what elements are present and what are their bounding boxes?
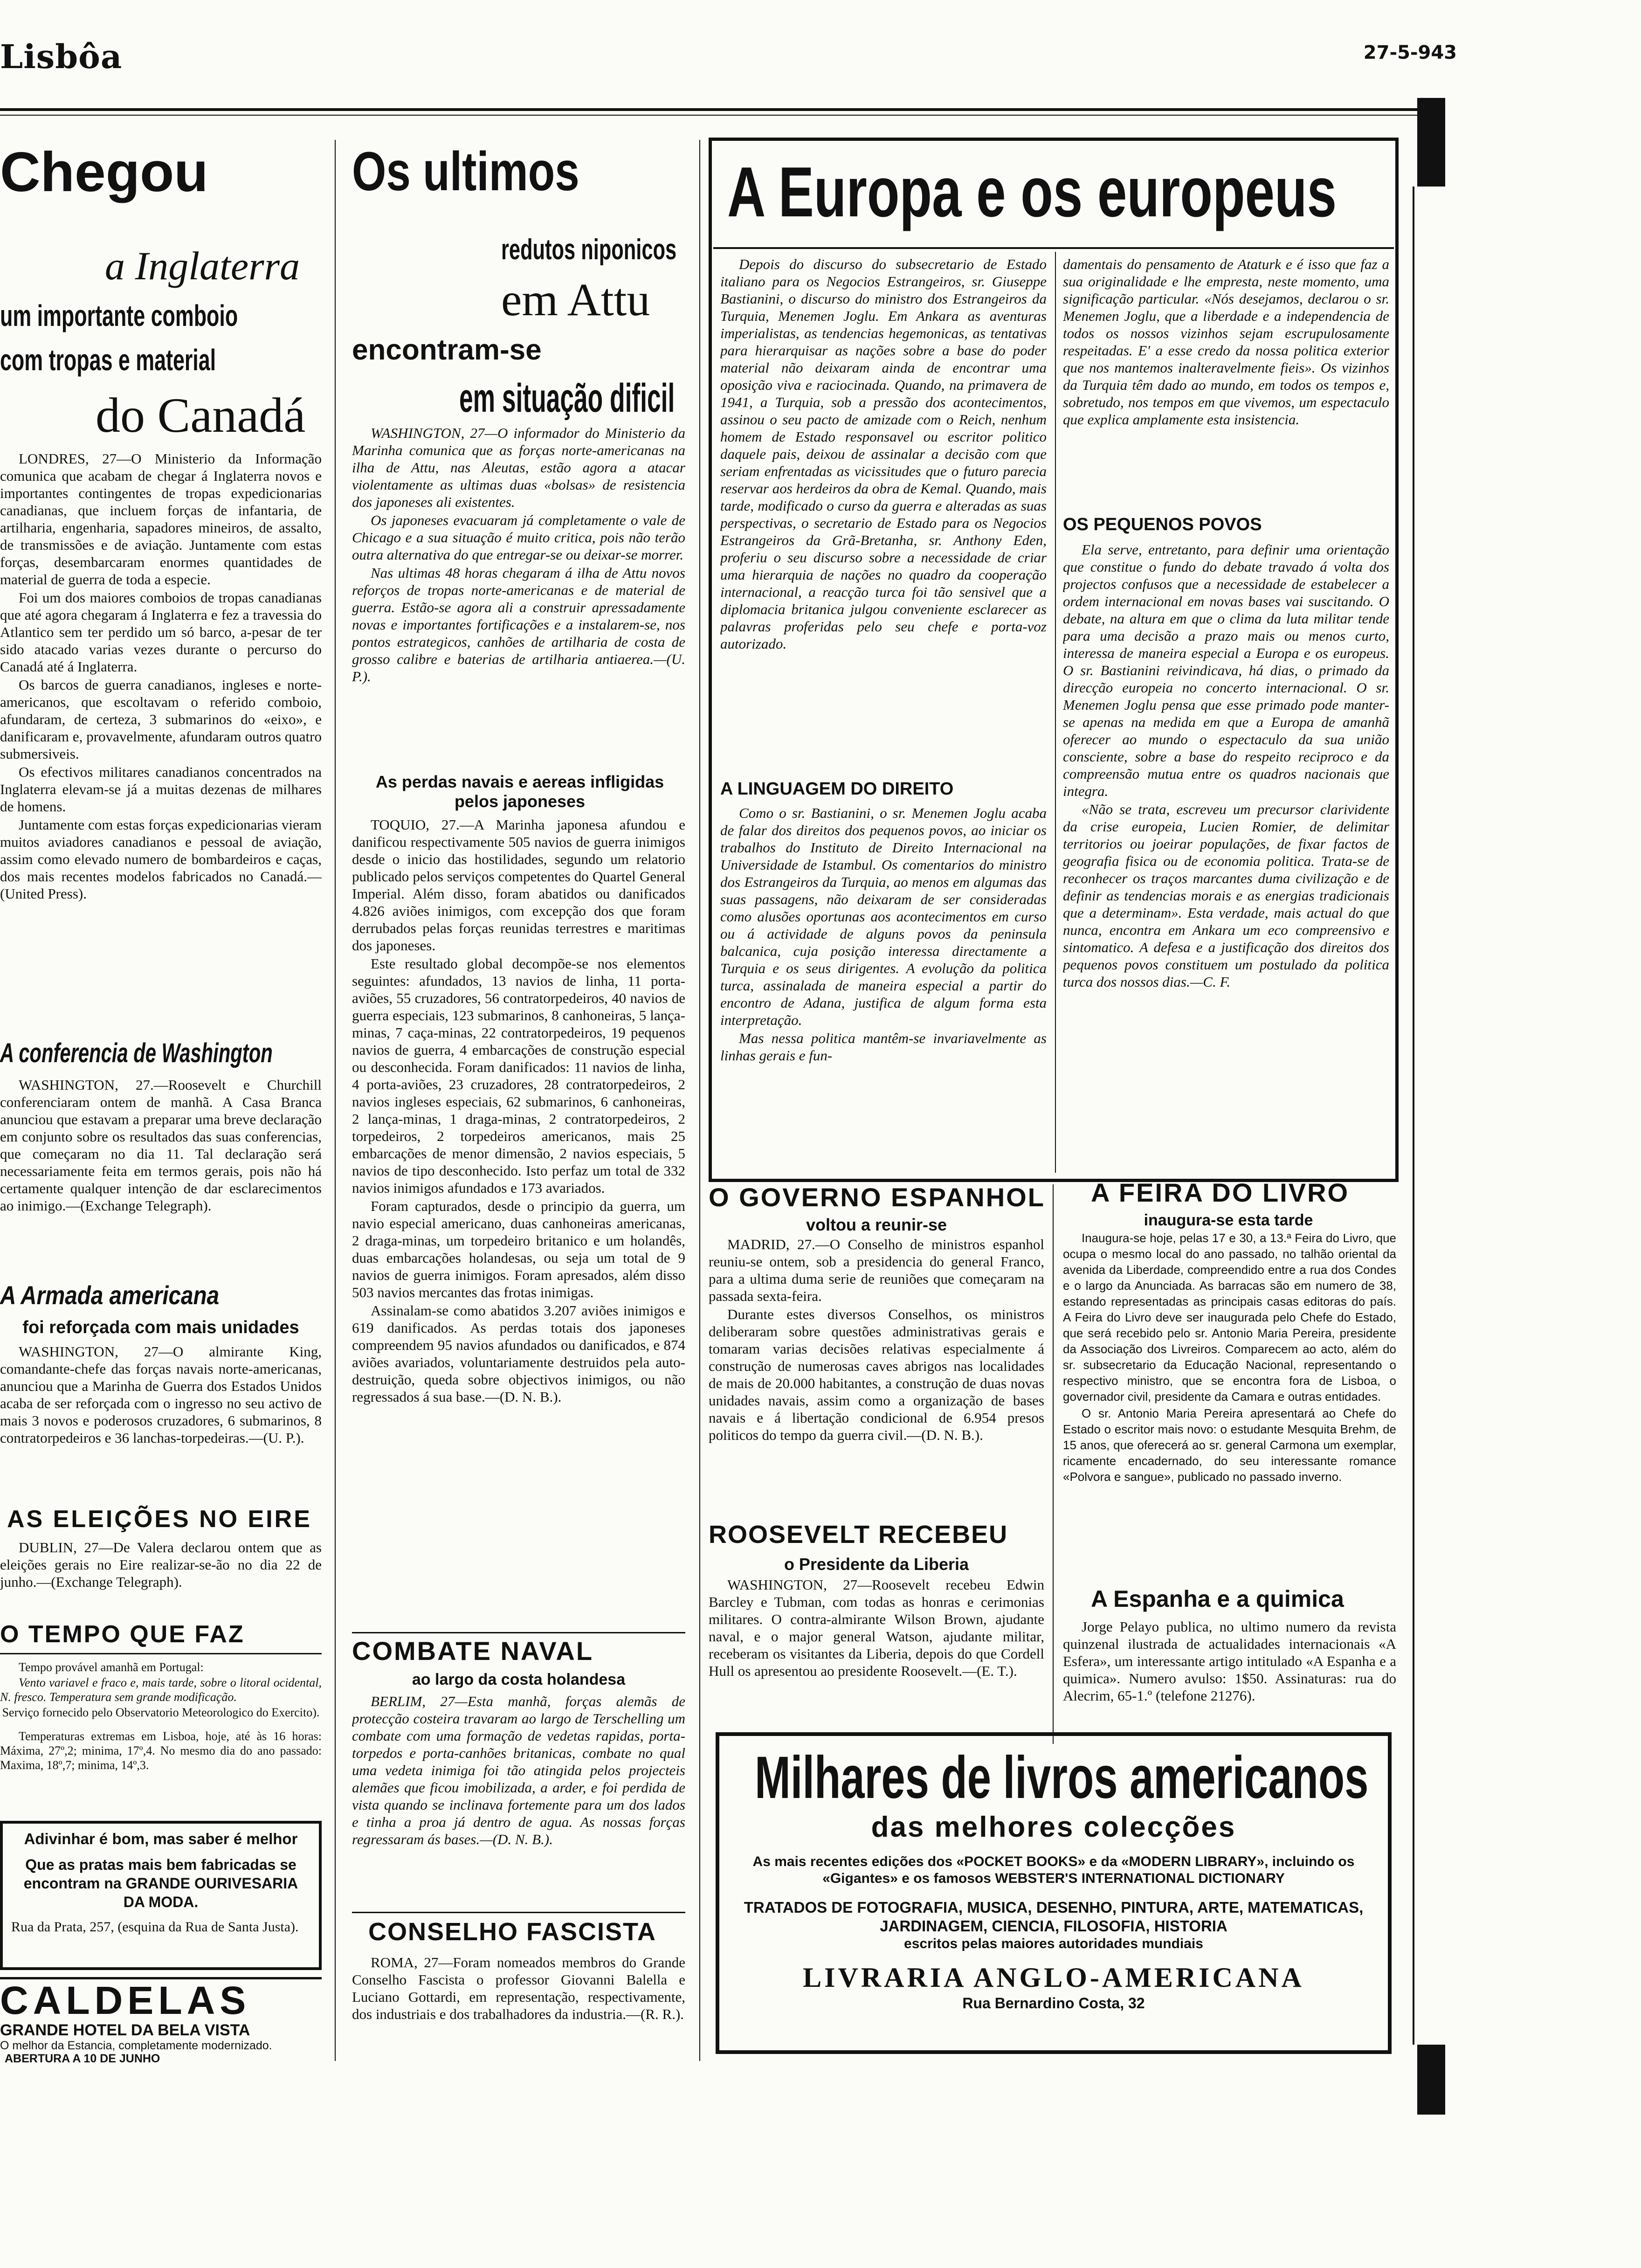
eleicoes-body <box>0 1539 322 1609</box>
conselho-paragraph: ROMA, 27—Foram nomeados membros do Grande Conselho Fascista o professor Giovanni Balella e Luciano Gottardi, em representação, respectivamente, dos industriais e dos trabalhadores da industria.—(R. R.). <box>352 1954 685 2022</box>
col-divider <box>699 140 700 2061</box>
caldelas-line1: GRANDE HOTEL DA BELA VISTA <box>0 2021 250 2039</box>
right-bar-bottom <box>1417 2045 1445 2115</box>
livros-line1: As mais recentes edições dos «POCKET BOOKS» e da «MODERN LIBRARY», incluindo os «Gigantes» e os famosos WEBSTER'S INTERNATIONAL DICTIONARY <box>752 1854 1355 1886</box>
livros-store: LIVRARIA ANGLO-AMERICANA <box>803 1962 1304 1993</box>
livros-line3: escritos pelas maiores autoridades mundiais <box>904 1936 1203 1951</box>
quimica-paragraph: Jorge Pelayo publica, no ultimo numero da revista quinzenal ilustrada de actualidades internacionais «A Esfera», um interessante artigo intitulado «A Espanha e a quimica». Numero avulso: 1$50. Assinaturas: rua do Alecrim, 65-1.º (telefone 21276). <box>1063 1618 1396 1704</box>
chegou-paragraph: Os efectivos militares canadianos concentrados na Inglaterra elevam-se já a muitas dezenas de milhares de homens. <box>0 764 322 815</box>
combate-rule <box>352 1632 685 1633</box>
chegou-paragraph: Os barcos de guerra canadianos, ingleses e norte-americanos, que escoltavam o referido comboio, afundaram, de certeza, 3 submarinos do «eixo», e danificaram e, provavelmente, afundaram outros quatro submersiveis. <box>0 677 322 762</box>
tempo-body <box>0 1660 322 1814</box>
caldelas-line2: O melhor da Estancia, completamente modernizado. <box>0 2039 272 2052</box>
europa-paragraph: Como o sr. Bastianini, o sr. Menemen Joglu acaba de falar dos direitos dos pequenos povos, ao iniciar os trabalhos do Instituto de Direito Internacional na Universidade de Istambul. Os comentarios do ministro dos Estrangeiros da Turquia, ao menos em algumas das suas passagens, não deixaram de ser consideradas como alusões oportunas aos acontecimentos em curso ou á actividade de alguns povos da peninsula balcanica, cuja posição interessa directamente a Turquia e os seus dirigentes. A evolução da politica turca, assinalada de maneira especial a partir do encontro de Adana, justifica de algum forma esta interpretação. <box>720 805 1047 1028</box>
governo-body <box>709 1236 1044 1511</box>
tempo-line: Tempo provável amanhã em Portugal: <box>19 1660 204 1674</box>
attu-headline4: encontram-se <box>352 334 542 366</box>
combate-paragraph: BERLIM, 27—Esta manhã, forças alemãs de protecção costeira travaram ao largo de Terschelling um combate com uma formação de vedetas rapidas, porta-torpedos e porta-canhões britanicas, combate no qual uma vedeta inimiga foi tão atingida pelos projecteis alemães que ficou imobilizada, a arder, e foi perdida de vista quando se inclinava fortemente para um dos lados e tinha a proa já dentro de agua. As nossas forças regressaram ás bases.—(D. N. B.). <box>352 1693 685 1847</box>
perdas-paragraph: Assinalam-se como abatidos 3.207 aviões inimigos e 619 danificados. As perdas totais dos japoneses compreendem 95 navios afundados ou danificados, e 874 aviões avariados, voluntariamente destruidos pela auto-destruição, queda sobre objectivos inimigos, ou não regressados á sua base.—(D. N. B.). <box>352 1302 685 1405</box>
armada-headline: A Armada americana <box>0 1280 220 1310</box>
perdas-paragraph: Este resultado global decompõe-se nos elementos seguintes: afundados, 13 navios de linha, 11 porta-aviões, 55 cruzadores, 56 contratorpedeiros, 40 navios de guerra especiais, 123 submarinos, 8 canhoneiras, 5 lança-minas, 7 caça-minas, 22 contratorpedeiros, 19 pequenos navios de guerra, 4 embarcações de construção especial ou desconhecida. Foram danificados: 11 navios de linha, 4 porta-aviões, 23 cruzadores, 28 contratorpedeiros, 2 navios ingleses especiais, 62 submarinos, 6 canhoneiras, 2 lança-minas, 1 draga-minas, 2 contratorpedeiros, 2 torpedeiros, 2 torpedeiros americanos, mais 25 embarcações de menor dimensão, 2 navios especiais, 5 navios de tipo desconhecido. Isto perfaz um total de 332 navios inimigos afundados e 173 avariados. <box>352 955 685 1196</box>
tempo-line: Temperaturas extremas em Lisboa, hoje, até às 16 horas: Máxima, 27º,2; minima, 17º,4. No mesmo dia do ano passado: Maxima, 18º,7; minima, 14º,3. <box>0 1729 322 1772</box>
chegou-paragraph: Foi um dos maiores comboios de tropas canadianas que até agora chegaram á Inglaterra e fez a travessia do Atlantico sem ter perdido um só barco, a-pesar de ter sido atacado varias vezes durante o percurso do Canadá até á Inglaterra. <box>0 589 322 675</box>
masthead-city: Lisbôa <box>0 37 123 76</box>
feira-paragraph: O sr. Antonio Maria Pereira apresentará ao Chefe do Estado o escritor mais novo: o estudante Mesquita Brehm, de 15 anos, que oferecerá ao sr. general Carmona um exemplar, ricamente encadernado, do seu interessante romance «Polvora e sangue», publicado no passado inverno. <box>1063 1406 1396 1484</box>
caldelas-line3: ABERTURA A 10 DE JUNHO <box>5 2052 160 2065</box>
europa-col1b <box>720 804 1047 1173</box>
europa-subhead1: A LINGUAGEM DO DIREITO <box>720 779 954 799</box>
armada-body <box>0 1343 322 1487</box>
quimica-headline: A Espanha e a quimica <box>1091 1586 1344 1612</box>
quimica-body <box>1063 1618 1396 1725</box>
tempo-rule <box>0 1653 322 1654</box>
caldelas-ad <box>0 1977 322 2065</box>
attu-headline1: Os ultimos <box>352 141 579 202</box>
caldelas-lines <box>0 2039 322 2065</box>
right-edge-rule <box>1413 187 1414 2045</box>
europa-col1 <box>720 256 1047 768</box>
governo-paragraph: MADRID, 27.—O Conselho de ministros espanhol reuniu-se ontem, sob a presidencia do general Franco, para a ultima duma serie de reuniões que começaram na passada sexta-feira. <box>709 1236 1044 1304</box>
right-bar-top <box>1417 98 1445 187</box>
europa-paragraph: Ela serve, entretanto, para definir uma orientação que constitue o fundo do debate travado á volta dos projectos confusos que a necessidade de estabelecer a ordem internacional em novas bases vai suscitando. O debate, na altura em que o clima da luta militar tende para uma decisão a prazo mais ou menos curto, interessa de maneira especial a Europa e os europeus. O sr. Bastianini reivindicava, há dias, o primado da direcção europeia no concerto internacional. O sr. Menemen Joglu pensa que esse primado pode manter-se apenas na medida em que a Europa de amanhã oferecer ao mundo o espectaculo da sua união consciente, sobre a base do respeito reciproco e da compreensão mutua entre os quadros nacionais que integra. <box>1063 541 1389 799</box>
adivinhar-ad <box>0 1821 322 1970</box>
chegou-paragraph: LONDRES, 27—O Ministerio da Informação comunica que acabam de chegar á Inglaterra novos e importantes contingentes de tropas expedicionarias canadianas, que incluem forças de infantaria, de artilharia, engenharia, sapadores mineiros, de assalto, de transmissões e de aviação. Juntamente com estas forças, desembarcaram enormes quantidades de material de guerra de toda a especie. <box>0 450 322 588</box>
attu-headline5: em situação dificil <box>459 376 675 421</box>
armada-paragraph: WASHINGTON, 27—O almirante King, comandante-chefe das forças navais norte-americanas, anunciou que a Marinha de Guerra dos Estados Unidos acaba de ser reforçada com o ingresso no seu activo de mais 3 novos e poderosos cruzadores, 6 submarinos, 8 contratorpedeiros e 36 lanchas-torpedeiras.—(U. P.). <box>0 1343 322 1446</box>
chegou-kicker: a Inglaterra <box>105 243 300 288</box>
livros-line2: TRATADOS DE FOTOGRAFIA, MUSICA, DESENHO, PINTURA, ARTE, MATEMATICAS, JARDINAGEM, CIENCIA, FILOSOFIA, HISTORIA <box>744 1899 1364 1935</box>
perdas-body <box>352 816 685 1632</box>
armada-deck: foi reforçada com mais unidades <box>22 1318 299 1337</box>
adivinhar-body: Que as pratas mais bem fabricadas se encontram na GRANDE OURIVESARIA DA MODA. <box>23 1856 298 1910</box>
chegou-headline: Chegou <box>0 141 208 203</box>
combate-deck: ao largo da costa holandesa <box>412 1671 626 1688</box>
attu-paragraph: Nas ultimas 48 horas chegaram á ilha de Attu novos reforços de tropas norte-americanas e de material de guerra. Estão-se agora ali a construir apressadamente novas e importantes fortificações e a instalarem-se, nos pontos estrategicos, canhões de artilharia de costa de grosso calibre e baterias de artilharia antiaerea.—(U. P.). <box>352 565 685 685</box>
roosevelt-deck: o Presidente da Liberia <box>784 1555 969 1574</box>
attu-headline3: em Attu <box>501 274 650 325</box>
attu-body <box>352 424 685 765</box>
europa-col2 <box>1063 256 1389 507</box>
europa-headline-rule <box>713 247 1394 249</box>
top-rule-thin <box>0 115 1417 116</box>
europa-paragraph: damentais do pensamento de Ataturk e é isso que faz a sua originalidade e lhe empresta, neste momento, uma significação particular. «Nós desejamos, declarou o sr. Menemen Joglu, que a liberdade e a independencia de todos os nossos vizinhos sejam escrupulosamente respeitadas. E' a esse credo da nossa politica exterior que nos mantemos inalteravelmente fieis». Os vizinhos da Turquia têm dado ao mundo, em todos os tempos e, sobretudo, nos tempos em que vivemos, um espectaculo que explica amplamente esta insistencia. <box>1063 256 1389 428</box>
conselho-headline: CONSELHO FASCISTA <box>368 1918 657 1946</box>
conferencia-headline: A conferencia de Washington <box>0 1038 273 1068</box>
feira-deck: inaugura-se esta tarde <box>1144 1211 1313 1229</box>
perdas-paragraph: Foram capturados, desde o principio da guerra, um navio especial americano, duas canhoneiras americanas, 2 draga-minas, um torpedeiro britanico e um holandês, duas embarcações holandesas, ou seja um total de 9 navios de guerra inimigos. Foram apresados, além disso 503 navios mercantes das frotas inimigas. <box>352 1198 685 1300</box>
caldelas-title: CALDELAS <box>0 1978 251 2022</box>
roosevelt-paragraph: WASHINGTON, 27—Roosevelt recebeu Edwin Barcley e Tubman, com todas as honras e cerimonias militares. O contra-almirante Wilson Brown, ajudante naval, e o major general Watson, ajudante militar, receberam os visitantes da Liberia, depois do que Cordell Hull os apresentou ao presidente Roosevelt.—(E. T.). <box>709 1577 1044 1679</box>
governo-deck: voltou a reunir-se <box>806 1215 947 1234</box>
europa-paragraph: «Não se trata, escreveu um precursor clarividente da crise europeia, Lucien Romier, de delimitar territorios ou joeirar populações, de fixar factos de geografia fisica ou de economia politica. Trata-se de reconhecer os traços marcantes duma civilização e de definir as tendencias morais e as energias tradicionais que a determinam». Esta verdade, mais actual do que nunca, encontra em Ankara um eco compreensivo e sintomatico. A defesa e a justificação dos direitos dos pequenos povos constituem um postulado da politica turca dos nossos dias.—C. F. <box>1063 801 1389 990</box>
europa-headline: A Europa e os europeus <box>727 152 1337 232</box>
livros-subtitle: das melhores colecções <box>871 1811 1236 1843</box>
perdas-paragraph: TOQUIO, 27.—A Marinha japonesa afundou e danificou respectivamente 505 navios de guerra inimigos desde o inicio das hostilidades, segundo um relatorio publicado pelos serviços competentes do Quartel General Imperial. Além disso, foram abatidos ou danificados 4.826 aviões inimigos, com excepção dos que foram derrubados pelas forças reunidas terrestres e maritimas dos japoneses. <box>352 816 685 954</box>
roosevelt-headline: ROOSEVELT RECEBEU <box>709 1521 1008 1549</box>
mid-col-divider <box>1053 1184 1054 1744</box>
chegou-deck2: com tropas e material <box>0 343 216 377</box>
adivinhar-title: Adivinhar é bom, mas saber é melhor <box>24 1830 298 1847</box>
europa-col-divider <box>1055 252 1056 1173</box>
chegou-body <box>0 450 322 1030</box>
europa-paragraph: Mas nessa politica mantêm-se invariavelmente as linhas gerais e fun- <box>720 1030 1047 1064</box>
masthead-date: 27-5-943 <box>1363 42 1457 63</box>
conselho-body <box>352 1954 685 2066</box>
conferencia-body <box>0 1076 322 1258</box>
livros-address: Rua Bernardino Costa, 32 <box>962 1995 1145 2012</box>
attu-headline2: redutos niponicos <box>501 234 677 266</box>
conferencia-paragraph: WASHINGTON, 27.—Roosevelt e Churchill conferenciaram ontem de manhã. A Casa Branca anunciou que estavam a preparar uma breve declaração em conjunto sobre os resultados das suas conferencias, que começaram no dia 11. Tal declaração será necessariamente feita em termos gerais, pois não há certamente qualquer intenção de dar esclarecimentos ao inimigo.—(Exchange Telegraph). <box>0 1077 322 1214</box>
chegou-deck1: um importante comboio <box>0 299 238 332</box>
eleicoes-headline: AS ELEIÇÕES NO EIRE <box>7 1506 312 1533</box>
roosevelt-body <box>709 1576 1044 1730</box>
chegou-deck3: do Canadá <box>96 388 306 443</box>
attu-paragraph: WASHINGTON, 27—O informador do Ministerio da Marinha comunica que as forças norte-americanas na ilha de Attu, nas Aleutas, estão agora a atacar violentamente as ultimas duas «bolsas» de resistencia dos japoneses ali existentes. <box>352 425 685 510</box>
europa-paragraph: Depois do discurso do subsecretario de Estado italiano para os Negocios Estrangeiros, sr. Giuseppe Bastianini, o discurso do ministro dos Estrangeiros da Turquia, Menemen Joglu. Em Ankara as aventuras imperialistas, as tendencias hegemonicas, as tentativas para hierarquisar as nações sobre a base do poder material não deixaram ainda de encontrar uma oposição viva e raciocinada. Quando, na primavera de 1941, a Turquia, sob a pressão dos acontecimentos, assinou o seu pacto de amizade com o Reich, nenhum homem de Estado responsavel ou escritor politico daquele pais, deixou de assinalar a decisão com que seriam enfrentadas as vicissitudes que o futuro parecia reservar aos herdeiros da obra de Kemal. Quando, mais tarde, modificado o curso da guerra e alteradas as suas perspectivas, o secretario de Estado para os Negocios Estrangeiros da Grã-Bretanha, sr. Anthony Eden, proferiu o seu discurso sobre a necessidade de criar uma hierarquia de nações no quadro da cooperação internacional, a reacção turca foi tão sensivel que a diplomacia britanica julgou conveniente esclarecer as palavras proferidas pelo seu chefe e porta-voz autorizado. <box>720 256 1047 652</box>
chegou-paragraph: Juntamente com estas forças expedicionarias vieram muitos aviadores canadianos e pessoal de aviação, assim como elevado numero de bombardeiros e caças, dos mais recentes modelos fabricados no Canadá.—(United Press). <box>0 816 322 902</box>
combate-headline: COMBATE NAVAL <box>352 1636 594 1666</box>
livros-title: Milhares de livros americanos <box>754 1744 1369 1811</box>
europa-subhead2: OS PEQUENOS POVOS <box>1063 515 1262 534</box>
governo-paragraph: Durante estes diversos Conselhos, os ministros deliberaram sobre questões administrativas gerais e tomaram varias decisões relativas especialmente á construção de numerosas caves abrigos nas localidades de mais de 20.000 habitantes, a construção de duas novas unidades navais, assim como a organização de bases navais e á libertação condicional de 6.954 presos politicos do tempo da guerra civil.—(D. N. B.). <box>709 1306 1044 1443</box>
tempo-line: Vento variavel e fraco e, mais tarde, sobre o litoral ocidental, N. fresco. Temperatura sem grande modificação. <box>0 1676 322 1704</box>
top-rule <box>0 108 1417 111</box>
feira-headline: A FEIRA DO LIVRO <box>1091 1178 1350 1207</box>
tempo-headline: O TEMPO QUE FAZ <box>0 1621 245 1648</box>
livros-ad <box>716 1732 1392 2054</box>
perdas-headline: As perdas navais e aereas infligidas pelos japoneses <box>375 772 664 811</box>
eleicoes-paragraph: DUBLIN, 27—De Valera declarou ontem que as eleições gerais no Eire realizar-se-ão no dia 22 de junho.—(Exchange Telegraph). <box>0 1539 322 1590</box>
col-divider <box>335 140 336 2061</box>
governo-headline: O GOVERNO ESPANHOL <box>709 1182 1045 1212</box>
attu-paragraph: Os japoneses evacuaram já completamente o vale de Chicago e a sua situação é muito critica, pois não terão outra alternativa do que entregar-se ou deixar-se morrer. <box>352 512 685 563</box>
adivinhar-address: Rua da Prata, 257, (esquina da Rua de Santa Justa). <box>11 1919 299 1935</box>
europa-col2b <box>1063 541 1389 1173</box>
conselho-rule <box>352 1912 685 1913</box>
combate-body <box>352 1693 685 1912</box>
feira-body <box>1063 1230 1396 1589</box>
tempo-line: Serviço fornecido pelo Observatorio Meteorologico do Exercito). <box>2 1706 320 1719</box>
feira-paragraph: Inaugura-se hoje, pelas 17 e 30, a 13.ª Feira do Livro, que ocupa o mesmo local do ano passado, no talhão oriental da avenida da Liberdade, compreendido entre a rua dos Condes e o largo da Anunciada. As barracas são em numero de 38, estando representadas as principais casas editoras do país. A Feira do Livro deve ser inaugurada pelo Chefe do Estado, que será recebido pelo sr. Antonio Maria Pereira, presidente da Associação dos Livreiros. Comparecem ao acto, além do sr. subsecretario da Educação Nacional, representando o respectivo ministro, que se encontra fora de Lisboa, o governador civil, presidente da Camara e outras entidades. <box>1063 1231 1396 1404</box>
